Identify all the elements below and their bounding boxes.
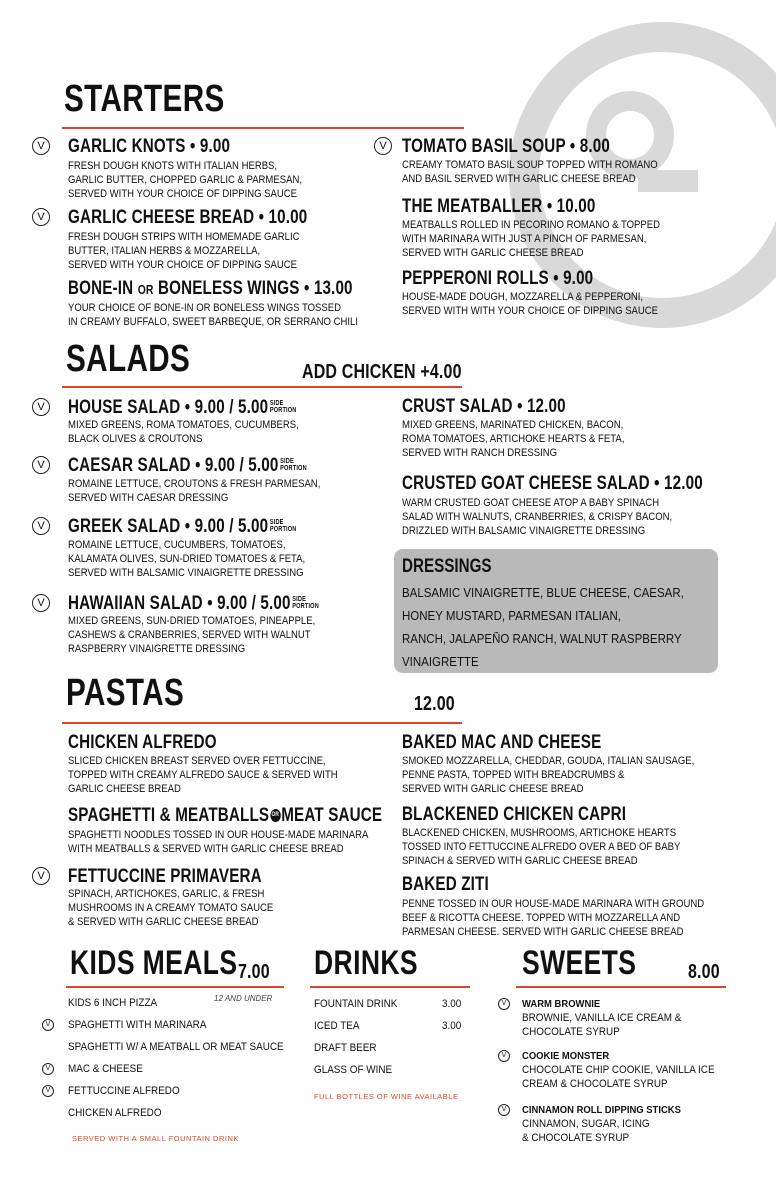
item-desc: SMOKED MOZZARELLA, CHEDDAR, GOUDA, ITALIAN SAUSAGE, PENNE PASTA, TOPPED WITH BREADCRUMBS & SERVED WITH GARLIC CHEESE BREAD xyxy=(402,755,695,795)
item-desc: FRESH DOUGH KNOTS WITH ITALIAN HERBS, GARLIC BUTTER, CHOPPED GARLIC & PARMESAN, SERVED WITH YOUR CHOICE OF DIPPING SAUCE xyxy=(68,160,302,200)
item-desc: FRESH DOUGH STRIPS WITH HOMEMADE GARLIC BUTTER, ITALIAN HERBS & MOZZARELLA, SERVED WITH YOUR CHOICE OF DIPPING SAUCE xyxy=(68,231,300,271)
item-desc: MEATBALLS ROLLED IN PECORINO ROMANO & TOPPED WITH MARINARA WITH JUST A PINCH OF PARMESAN, SERVED WITH GARLIC CHEESE BREAD xyxy=(402,219,661,259)
salads-heading: SALADS xyxy=(66,338,191,380)
kids-footnote: SERVED WITH A SMALL FOUNTAIN DRINK xyxy=(72,1134,239,1143)
vegetarian-icon: V xyxy=(32,208,50,226)
vegetarian-icon: V xyxy=(32,456,50,474)
vegetarian-icon: V xyxy=(498,1104,510,1116)
drinks-list: FOUNTAIN DRINK 3.00 ICED TEA 3.00 DRAFT BEER GLASS OF WINE xyxy=(314,998,462,1076)
vegetarian-icon: V xyxy=(32,594,50,612)
item-house-salad: HOUSE SALAD • 9.00 / 5.00 SIDE PORTION xyxy=(68,397,297,418)
salads-addon: ADD CHICKEN +4.00 xyxy=(302,361,462,383)
item-garlic-cheese-bread: GARLIC CHEESE BREAD • 10.00 xyxy=(68,207,308,228)
vegetarian-icon: V xyxy=(32,517,50,535)
kids-heading: KIDS MEALS xyxy=(70,944,238,982)
item-desc: YOUR CHOICE OF BONE-IN OR BONELESS WINGS TOSSED IN CREAMY BUFFALO, SWEET BARBEQUE, OR SERRANO CHILI xyxy=(68,302,358,328)
item-desc: HOUSE-MADE DOUGH, MOZZARELLA & PEPPERONI, SERVED WITH WITH YOUR CHOICE OF DIPPING SAUCE xyxy=(402,291,659,317)
item-baked-ziti: BAKED ZITI xyxy=(402,874,489,895)
or-badge: OR xyxy=(270,809,280,822)
dressings-heading: DRESSINGS xyxy=(402,556,492,577)
item-desc: MIXED GREENS, ROMA TOMATOES, CUCUMBERS, BLACK OLIVES & CROUTONS xyxy=(68,419,299,445)
item-desc: ROMAINE LETTUCE, CROUTONS & FRESH PARMESAN, SERVED WITH CAESAR DRESSING xyxy=(68,478,321,504)
pastas-rule xyxy=(62,722,462,724)
item-desc: SPINACH, ARTICHOKES, GARLIC, & FRESH MUSHROOMS IN A CREAMY TOMATO SAUCE & SERVED WITH GARLIC CHEESE BREAD xyxy=(68,888,274,928)
item-caesar-salad: CAESAR SALAD • 9.00 / 5.00 SIDE PORTION xyxy=(68,455,307,476)
salads-rule xyxy=(62,386,462,388)
vegetarian-icon: V xyxy=(42,1019,54,1031)
vegetarian-icon: V xyxy=(374,137,392,155)
vegetarian-icon: V xyxy=(498,1050,510,1062)
item-greek-salad: GREEK SALAD • 9.00 / 5.00 SIDE PORTION xyxy=(68,516,297,537)
sweets-rule xyxy=(516,986,726,988)
item-tomato-basil-soup: TOMATO BASIL SOUP • 8.00 xyxy=(402,136,610,157)
item-meatballer: THE MEATBALLER • 10.00 xyxy=(402,196,596,217)
dressings-box xyxy=(394,549,718,673)
item-desc: BROWNIE, VANILLA ICE CREAM & CHOCOLATE SYRUP xyxy=(522,1012,682,1038)
item-pepperoni-rolls: PEPPERONI ROLLS • 9.00 xyxy=(402,268,594,289)
vegetarian-icon: V xyxy=(498,998,510,1010)
starters-rule xyxy=(62,127,464,129)
item-desc: BLACKENED CHICKEN, MUSHROOMS, ARTICHOKE HEARTS TOSSED INTO FETTUCCINE ALFREDO OVER A BED OF BABY SPINACH & SERVED WITH GARLIC CHEESE BREAD xyxy=(402,827,681,867)
item-wings: BONE-IN OR BONELESS WINGS • 13.00 xyxy=(68,278,353,299)
item-spaghetti-meatballs: SPAGHETTI & MEATBALLS OR MEAT SAUCE xyxy=(68,805,383,826)
starters-heading: STARTERS xyxy=(64,78,225,120)
item-cookie-monster: COOKIE MONSTER xyxy=(522,1050,610,1062)
pastas-price: 12.00 xyxy=(414,693,455,715)
item-goat-cheese-salad: CRUSTED GOAT CHEESE SALAD • 12.00 xyxy=(402,473,703,494)
item-garlic-knots: GARLIC KNOTS • 9.00 xyxy=(68,136,231,157)
drinks-footnote: FULL BOTTLES OF WINE AVAILABLE xyxy=(314,1092,459,1101)
item-desc: SLICED CHICKEN BREAST SERVED OVER FETTUCCINE, TOPPED WITH CREAMY ALFREDO SAUCE & SERVED WITH GARLIC CHEESE BREAD xyxy=(68,755,338,795)
vegetarian-icon: V xyxy=(32,398,50,416)
vegetarian-icon: V xyxy=(42,1085,54,1097)
item-desc: ROMAINE LETTUCE, CUCUMBERS, TOMATOES, KALAMATA OLIVES, SUN-DRIED TOMATOES & FETA, SERVED WITH BALSAMIC VINAIGRETTE DRESSING xyxy=(68,539,306,579)
drinks-rule xyxy=(310,986,470,988)
kids-age-note: 12 AND UNDER xyxy=(214,994,273,1003)
item-desc: MIXED GREENS, MARINATED CHICKEN, BACON, ROMA TOMATOES, ARTICHOKE HEARTS & FETA, SERVED WITH RANCH DRESSING xyxy=(402,419,625,459)
vegetarian-icon: V xyxy=(32,137,50,155)
item-fettuccine-primavera: FETTUCCINE PRIMAVERA xyxy=(68,866,262,887)
item-cinnamon-roll: CINNAMON ROLL DIPPING STICKS xyxy=(522,1104,681,1116)
item-chicken-alfredo: CHICKEN ALFREDO xyxy=(68,732,217,753)
item-hawaiian-salad: HAWAIIAN SALAD • 9.00 / 5.00 SIDE PORTION xyxy=(68,593,319,614)
item-desc: CHOCOLATE CHIP COOKIE, VANILLA ICE CREAM & CHOCOLATE SYRUP xyxy=(522,1064,715,1090)
item-desc: MIXED GREENS, SUN-DRIED TOMATOES, PINEAPPLE, CASHEWS & CRANBERRIES, SERVED WITH WALNUT RASPBERRY VINAIGRETTE DRESSING xyxy=(68,615,316,655)
vegetarian-icon: V xyxy=(42,1063,54,1075)
item-baked-mac: BAKED MAC AND CHEESE xyxy=(402,732,602,753)
item-crust-salad: CRUST SALAD • 12.00 xyxy=(402,396,566,417)
item-desc: CINNAMON, SUGAR, ICING & CHOCOLATE SYRUP xyxy=(522,1118,650,1144)
sweets-heading: SWEETS xyxy=(522,944,637,982)
kids-price: 7.00 xyxy=(238,961,270,983)
kids-rule xyxy=(66,986,284,988)
pastas-heading: PASTAS xyxy=(66,672,185,714)
item-desc: CREAMY TOMATO BASIL SOUP TOPPED WITH ROMANO AND BASIL SERVED WITH GARLIC CHEESE BREAD xyxy=(402,159,658,185)
dressings-list: BALSAMIC VINAIGRETTE, BLUE CHEESE, CAESAR, HONEY MUSTARD, PARMESAN ITALIAN, RANCH, JALAPEÑO RANCH, WALNUT RASPBERRY VINAIGRETTE xyxy=(402,586,684,669)
sweets-price: 8.00 xyxy=(688,961,720,983)
item-desc: WARM CRUSTED GOAT CHEESE ATOP A BABY SPINACH SALAD WITH WALNUTS, CRANBERRIES, & CRISPY BACON, DRIZZLED WITH BALSAMIC VINAIGRETTE DRESSING xyxy=(402,497,673,537)
vegetarian-icon: V xyxy=(32,867,50,885)
item-desc: SPAGHETTI NOODLES TOSSED IN OUR HOUSE-MADE MARINARA WITH MEATBALLS & SERVED WITH GARLIC CHEESE BREAD xyxy=(68,829,369,855)
item-desc: PENNE TOSSED IN OUR HOUSE-MADE MARINARA WITH GROUND BEEF & RICOTTA CHEESE. TOPPED WITH MOZZARELLA AND PARMESAN CHEESE. SERVED WITH GARLIC CHEESE BREAD xyxy=(402,898,705,938)
item-blackened-capri: BLACKENED CHICKEN CAPRI xyxy=(402,804,627,825)
drinks-heading: DRINKS xyxy=(314,944,419,982)
item-warm-brownie: WARM BROWNIE xyxy=(522,998,601,1010)
